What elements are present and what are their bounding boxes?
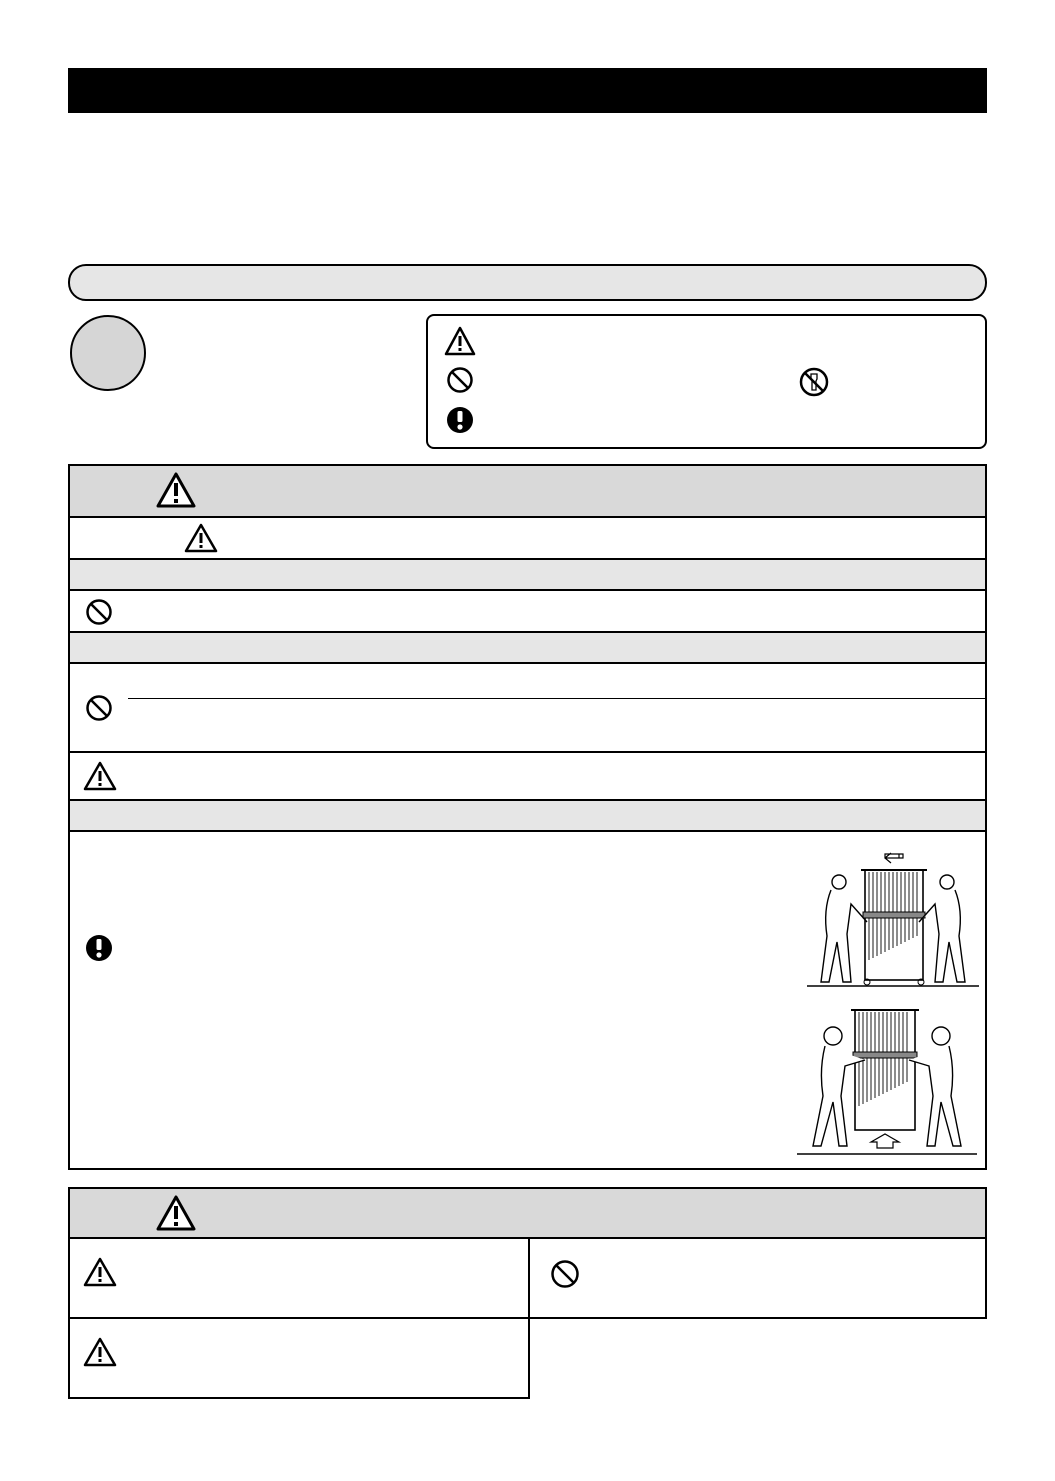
two-people-lifting-chime [797,1006,977,1158]
warning-panel [68,464,987,1170]
warning-item-3 [70,753,985,801]
caution-panel-header [70,1189,985,1239]
caution-item-2 [528,1237,987,1319]
section-badge [70,315,146,391]
warning-intro-row [70,518,985,560]
prohibition-circle-icon [85,694,113,722]
symbol-legend [426,314,987,449]
exclamation-mandatory-icon [85,934,113,962]
warning-triangle-icon [83,1337,117,1367]
section-heading [68,264,987,301]
caution-item-1 [68,1237,530,1319]
warning-triangle-icon [83,1257,117,1287]
warning-triangle-icon [83,761,117,791]
warning-panel-header [70,466,985,518]
subsection-heading-1 [70,560,985,591]
warning-item-2 [70,664,985,753]
item-divider [128,698,985,699]
caution-panel [68,1187,987,1239]
prohibition-circle-icon [446,366,474,394]
prohibition-circle-icon [85,598,113,626]
exclamation-mandatory-icon [446,406,474,434]
prohibition-circle-icon [550,1259,580,1289]
warning-item-1 [70,591,985,633]
subsection-heading-2 [70,633,985,664]
two-people-moving-chime-sideways [807,848,979,990]
subsection-heading-3 [70,801,985,832]
warning-triangle-icon [156,1195,196,1231]
no-disassemble-icon [798,366,830,398]
warning-item-4 [70,832,985,1168]
caution-item-3 [68,1317,530,1399]
warning-triangle-icon [444,326,476,356]
warning-triangle-icon [156,472,196,508]
page-title-bar [68,68,987,113]
warning-triangle-icon [184,523,218,553]
